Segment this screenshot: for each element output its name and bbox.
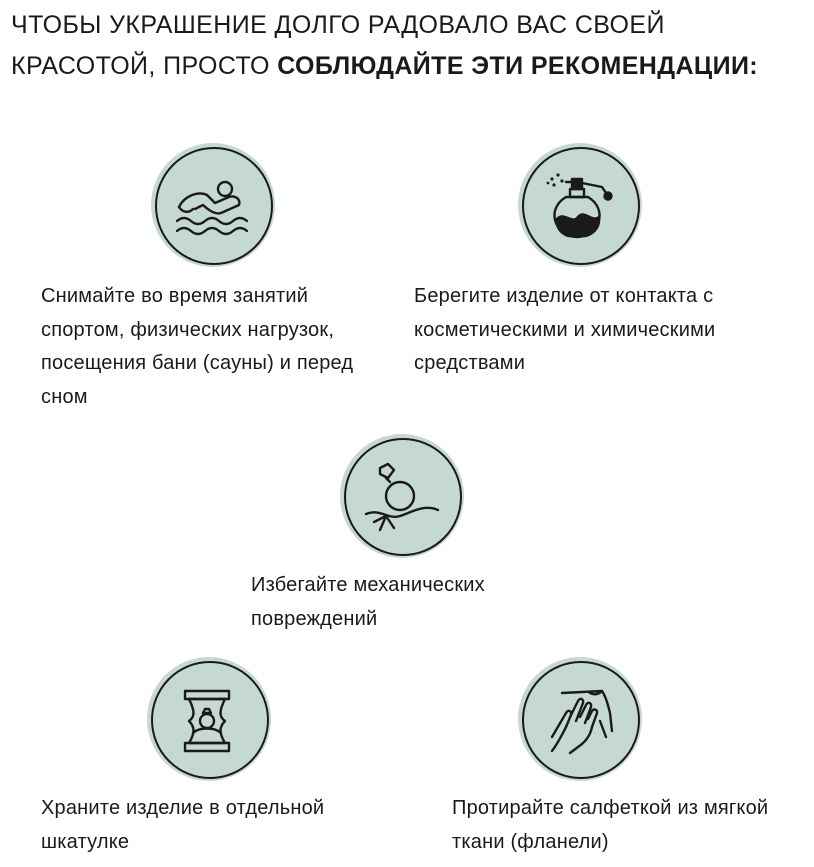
tip-caption-storage: Храните изделие в отдельной шкатулке — [41, 797, 325, 853]
page-heading — [11, 5, 811, 87]
heading-emphasis: СОБЛЮДАЙТЕ ЭТИ РЕКОМЕНДАЦИИ: — [277, 52, 759, 80]
perfume-bottle-icon — [518, 143, 648, 273]
ring-box-icon — [147, 657, 277, 787]
tip-caption-cleaning: Протирайте салфеткой из мягкой ткани (фланели) — [452, 797, 769, 853]
tip-caption-cosmetics: Берегите изделие от контакта с косметическими и химическими средствами — [414, 285, 716, 374]
heading-lead: ЧТОБЫ УКРАШЕНИЕ ДОЛГО РАДОВАЛО ВАС СВОЕЙ КРАСОТОЙ, ПРОСТО — [11, 11, 665, 80]
tip-caption-sport: Снимайте во время занятий спортом, физических нагрузок, посещения бани (сауны) и перед сном — [41, 285, 354, 408]
cracked-ring-icon — [340, 434, 470, 564]
tip-caption-damage: Избегайте механических повреждений — [251, 574, 485, 630]
swimmer-icon — [151, 143, 281, 273]
wiping-hand-icon — [518, 657, 648, 787]
